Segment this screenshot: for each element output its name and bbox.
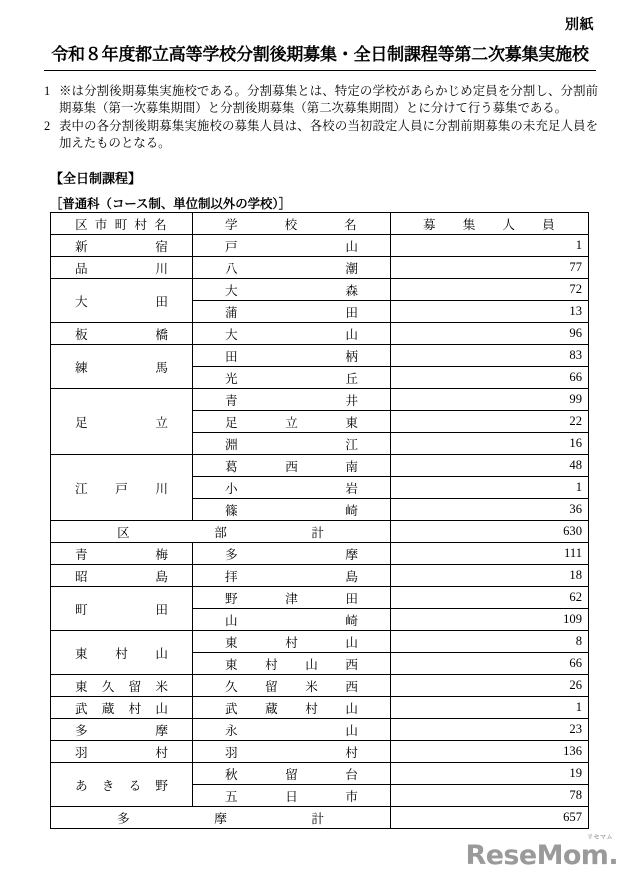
- cell-capacity: 22: [391, 411, 589, 433]
- note-number: 2: [44, 118, 51, 133]
- cell-capacity: 72: [391, 279, 589, 301]
- cell-municipality: 新宿: [51, 235, 193, 257]
- title-block: [44, 44, 596, 71]
- table-row: [51, 763, 589, 785]
- resemom-watermark: [465, 834, 619, 871]
- cell-municipality: 多摩: [51, 719, 193, 741]
- cell-municipality: 品川: [51, 257, 193, 279]
- cell-capacity: 13: [391, 301, 589, 323]
- cell-municipality: 大田: [51, 279, 193, 323]
- cell-school-name: 大森: [193, 279, 391, 301]
- subtotal-row: [51, 807, 589, 829]
- cell-school-name: 久留米西: [193, 675, 391, 697]
- cell-school-name: 光丘: [193, 367, 391, 389]
- cell-municipality: 練馬: [51, 345, 193, 389]
- cell-capacity: 77: [391, 257, 589, 279]
- cell-capacity: 1: [391, 477, 589, 499]
- cell-municipality: 昭島: [51, 565, 193, 587]
- table-row: [51, 565, 589, 587]
- cell-capacity: 78: [391, 785, 589, 807]
- column-header: 区市町村名: [51, 213, 193, 235]
- subtotal-label: 多摩計: [51, 807, 391, 829]
- table-header-row: [51, 213, 589, 235]
- cell-municipality: 足立: [51, 389, 193, 455]
- cell-school-name: 戸山: [193, 235, 391, 257]
- page-title: 令和８年度都立高等学校分割後期募集・全日制課程等第二次募集実施校: [51, 45, 589, 64]
- table-row: [51, 697, 589, 719]
- subtotal-capacity: 657: [391, 807, 589, 829]
- cell-school-name: 大山: [193, 323, 391, 345]
- cell-capacity: 109: [391, 609, 589, 631]
- note-number: 1: [44, 84, 51, 98]
- section-label-subject: ［普通科（コース制、単位制以外の学校）］: [50, 197, 291, 211]
- column-header: 学校名: [193, 213, 391, 235]
- cell-municipality: 武蔵村山: [51, 697, 193, 719]
- cell-school-name: 多摩: [193, 543, 391, 565]
- note-text: 表中の各分割後期募集実施校の募集人員は、各校の当初設定人員に分割前期募集の未充足人員を加えたものとなる。: [59, 118, 598, 150]
- cell-municipality: 板橋: [51, 323, 193, 345]
- cell-school-name: 淵江: [193, 433, 391, 455]
- cell-school-name: 東村山: [193, 631, 391, 653]
- subtotal-capacity: 630: [391, 521, 589, 543]
- cell-municipality: 東村山: [51, 631, 193, 675]
- cell-capacity: 1: [391, 235, 589, 257]
- cell-school-name: 葛西南: [193, 455, 391, 477]
- table-row: [51, 543, 589, 565]
- cell-capacity: 36: [391, 499, 589, 521]
- schools-table-wrapper: [50, 212, 588, 829]
- cell-school-name: 永山: [193, 719, 391, 741]
- cell-capacity: 62: [391, 587, 589, 609]
- table-row: [51, 631, 589, 653]
- subtotal-row: [51, 521, 589, 543]
- cell-school-name: 篠崎: [193, 499, 391, 521]
- cell-school-name: 五日市: [193, 785, 391, 807]
- watermark-text: [465, 834, 619, 871]
- cell-capacity: 66: [391, 367, 589, 389]
- table-row: [51, 719, 589, 741]
- table-row: [51, 257, 589, 279]
- table-row: [51, 235, 589, 257]
- note-text: ※は分割後期募集実施校である。分割募集とは、特定の学校があらかじめ定員を分割し、分割前期募集（第一次募集期間）と分割後期募集（第二次募集期間）とに分けて行う募集である。: [59, 84, 598, 115]
- note-item: [44, 83, 598, 117]
- table-row: [51, 741, 589, 763]
- cell-school-name: 拝島: [193, 565, 391, 587]
- title-divider: [44, 70, 596, 71]
- table-row: [51, 279, 589, 301]
- watermark-ruby: リセマム: [587, 834, 613, 841]
- cell-school-name: 八潮: [193, 257, 391, 279]
- cell-school-name: 小岩: [193, 477, 391, 499]
- schools-table: [50, 212, 589, 829]
- cell-capacity: 136: [391, 741, 589, 763]
- cell-capacity: 1: [391, 697, 589, 719]
- table-row: [51, 389, 589, 411]
- cell-municipality: 東久留米: [51, 675, 193, 697]
- cell-municipality: 町田: [51, 587, 193, 631]
- table-body: [51, 213, 589, 829]
- table-row: [51, 455, 589, 477]
- cell-capacity: 8: [391, 631, 589, 653]
- cell-school-name: 田柄: [193, 345, 391, 367]
- cell-school-name: 蒲田: [193, 301, 391, 323]
- table-row: [51, 587, 589, 609]
- cell-municipality: 江戸川: [51, 455, 193, 521]
- cell-capacity: 23: [391, 719, 589, 741]
- cell-capacity: 83: [391, 345, 589, 367]
- attachment-label-row: [565, 14, 594, 34]
- cell-municipality: 羽村: [51, 741, 193, 763]
- cell-capacity: 16: [391, 433, 589, 455]
- note-item: [44, 118, 598, 152]
- cell-capacity: 19: [391, 763, 589, 785]
- attachment-label: 別紙: [565, 16, 594, 32]
- cell-capacity: 48: [391, 455, 589, 477]
- cell-capacity: 96: [391, 323, 589, 345]
- watermark-wordmark: ReseMom.: [465, 840, 618, 871]
- cell-school-name: 山崎: [193, 609, 391, 631]
- subtotal-label: 区部計: [51, 521, 391, 543]
- cell-municipality: 青梅: [51, 543, 193, 565]
- table-row: [51, 345, 589, 367]
- cell-school-name: 東村山西: [193, 653, 391, 675]
- cell-capacity: 26: [391, 675, 589, 697]
- notes-list: [44, 83, 598, 153]
- cell-capacity: 111: [391, 543, 589, 565]
- column-header: 募集人員: [391, 213, 589, 235]
- cell-school-name: 秋留台: [193, 763, 391, 785]
- cell-capacity: 66: [391, 653, 589, 675]
- cell-school-name: 青井: [193, 389, 391, 411]
- cell-school-name: 羽村: [193, 741, 391, 763]
- cell-municipality: あきる野: [51, 763, 193, 807]
- cell-school-name: 野津田: [193, 587, 391, 609]
- cell-school-name: 足立東: [193, 411, 391, 433]
- cell-school-name: 武蔵村山: [193, 697, 391, 719]
- table-row: [51, 323, 589, 345]
- table-row: [51, 675, 589, 697]
- section-label-course: 【全日制課程】: [50, 171, 142, 186]
- cell-capacity: 18: [391, 565, 589, 587]
- cell-capacity: 99: [391, 389, 589, 411]
